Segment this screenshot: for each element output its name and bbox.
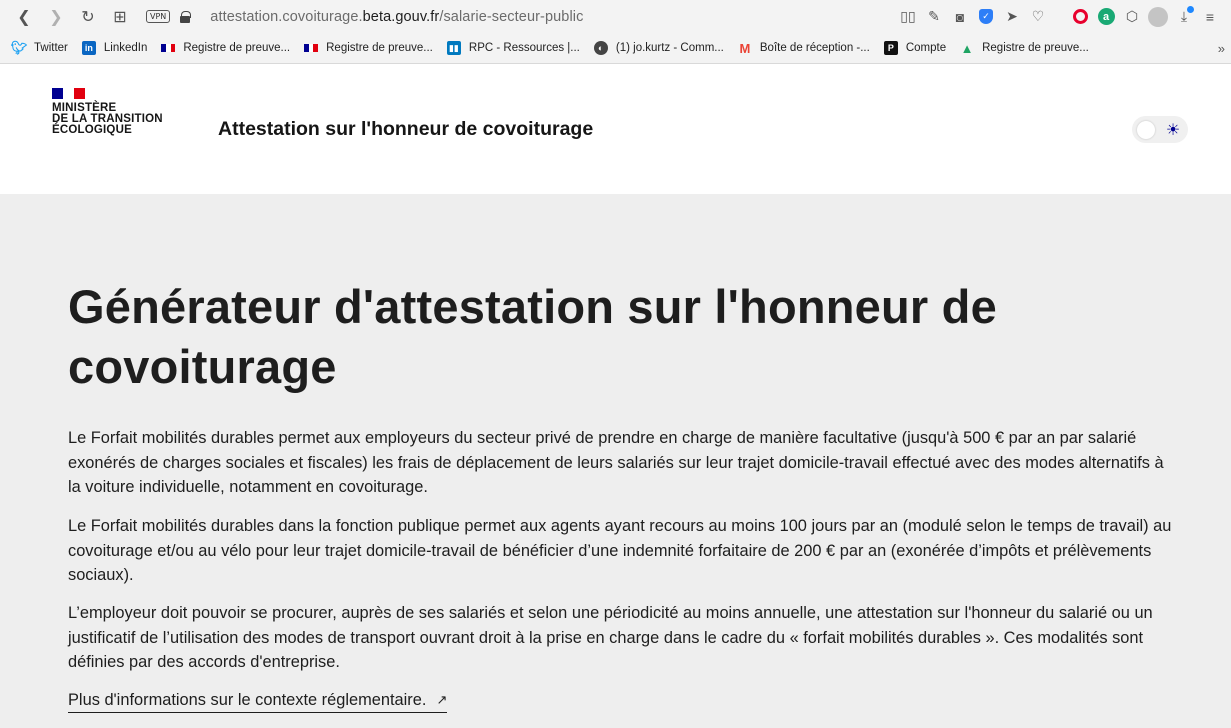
bookmark-compte[interactable] bbox=[884, 41, 946, 55]
bookmark-mastodon[interactable] bbox=[594, 41, 724, 55]
external-link-icon: ↗ bbox=[436, 692, 448, 707]
ministry-line: DE LA TRANSITION bbox=[52, 113, 163, 125]
vpn-badge[interactable]: VPN bbox=[146, 10, 170, 23]
bookmark-label: Registre de preuve... bbox=[326, 42, 433, 54]
mastodon-icon: ◐ bbox=[594, 41, 608, 55]
bookmark-gmail[interactable] bbox=[738, 41, 870, 55]
bookmark-registre-2[interactable] bbox=[304, 42, 433, 54]
site-header bbox=[0, 64, 1231, 193]
page-title: Générateur d'attestation sur l'honneur de covoiturage bbox=[68, 280, 997, 393]
link-label: Plus d'informations sur le contexte réglementaire. bbox=[68, 691, 427, 709]
main-content bbox=[0, 194, 1231, 728]
theme-toggle[interactable] bbox=[1132, 116, 1188, 143]
url-path: /salarie-secteur-public bbox=[439, 8, 584, 25]
lock-icon[interactable] bbox=[180, 11, 190, 23]
reload-icon[interactable]: ↻ bbox=[81, 8, 95, 26]
toolbar-actions bbox=[895, 0, 1223, 33]
bookmark-label: Boîte de réception -... bbox=[759, 42, 870, 54]
download-icon[interactable]: ⤓ bbox=[1171, 4, 1197, 30]
ministry-logo[interactable] bbox=[52, 88, 163, 136]
address-bar[interactable] bbox=[210, 9, 583, 25]
bookmark-registre-1[interactable] bbox=[161, 42, 290, 54]
p-icon: P bbox=[884, 41, 898, 55]
back-icon[interactable]: ❮ bbox=[17, 8, 31, 26]
cube-icon[interactable]: ⬡ bbox=[1125, 8, 1139, 24]
bookmark-label: (1) jo.kurtz - Comm... bbox=[615, 42, 724, 54]
service-title[interactable]: Attestation sur l'honneur de covoiturage bbox=[218, 118, 594, 140]
ministry-line: MINISTÈRE bbox=[52, 102, 117, 114]
regulatory-context-link[interactable] bbox=[68, 689, 447, 713]
extension-a-icon[interactable]: a bbox=[1093, 4, 1119, 30]
drive-icon: ▲ bbox=[960, 40, 974, 56]
gmail-icon: M bbox=[739, 40, 751, 56]
toggle-knob bbox=[1137, 121, 1155, 139]
fr-flag-icon bbox=[161, 44, 175, 52]
browser-toolbar bbox=[0, 0, 1231, 33]
menu-icon[interactable]: ≡ bbox=[1205, 8, 1215, 25]
bookmark-label: Registre de preuve... bbox=[982, 42, 1089, 54]
paragraph-employer: L’employeur doit pouvoir se procurer, auprès de ses salariés et selon une périodicité au moins annuelle, une attestation sur l'honneur du salarié ou un justificatif de l’utilisation des modes de transport ouvrant droit à la prise en charge dans le cadre du « forfait mobilités durables ». Ces modalités sont définies par des accords d'entreprise. bbox=[68, 604, 1153, 671]
bookmark-registre-3[interactable] bbox=[960, 41, 1089, 55]
twitter-icon: 🐦︎ bbox=[10, 40, 28, 55]
bookmark-linkedin[interactable] bbox=[82, 41, 147, 55]
ministry-line: ÉCOLOGIQUE bbox=[52, 124, 132, 136]
trello-icon: ▮▮ bbox=[447, 41, 461, 55]
sun-icon: ☀ bbox=[1165, 121, 1181, 139]
profile-avatar-icon[interactable] bbox=[1145, 4, 1171, 30]
ministry-name bbox=[52, 103, 163, 136]
edit-icon[interactable]: ✎ bbox=[928, 8, 940, 24]
bookmark-twitter[interactable] bbox=[12, 41, 68, 55]
bookmarks-overflow-icon[interactable]: » bbox=[1217, 40, 1225, 56]
paragraph-private-sector: Le Forfait mobilités durables permet aux employeurs du secteur privé de prendre en charge de manière facultative (jusqu'à 500 € par an par salarié exonérés de charges sociales et fiscales) les frais de déplacement de leurs salariés sur leur trajet domicile-travail effectué avec des modes alternatifs à la voiture individuelle, notamment en covoiturage. bbox=[68, 429, 1164, 496]
bookmark-label: Compte bbox=[905, 42, 947, 54]
paragraph-public-sector: Le Forfait mobilités durables dans la fonction publique permet aux agents ayant recours au moins 100 jours par an (modulé selon le temps de travail) au covoiturage et/ou au vélo pour leur trajet domicile-travail de bénéficier d’une indemnité forfaitaire de 200 € par an (exonérée d’impôts et prélèvements sociaux). bbox=[68, 517, 1172, 584]
camera-icon[interactable]: ◙ bbox=[955, 8, 965, 25]
bookmark-rpc[interactable] bbox=[447, 41, 580, 55]
send-icon[interactable]: ➤ bbox=[1006, 8, 1018, 24]
marianne-flag-icon bbox=[52, 88, 85, 99]
separator bbox=[1051, 4, 1067, 30]
fr-flag-icon bbox=[304, 44, 318, 52]
bookmarks-bar bbox=[0, 33, 1231, 64]
bookmark-label: LinkedIn bbox=[103, 42, 148, 54]
opera-icon[interactable] bbox=[1067, 4, 1093, 30]
url-prefix: attestation.covoiturage. bbox=[210, 8, 363, 25]
bookmark-label: Twitter bbox=[34, 42, 68, 54]
reader-view-icon[interactable]: ▯▯ bbox=[900, 8, 916, 24]
shield-extension-icon[interactable]: ✓ bbox=[973, 4, 999, 30]
forward-icon[interactable]: ❯ bbox=[49, 8, 63, 26]
bookmark-label: RPC - Ressources |... bbox=[468, 42, 580, 54]
heart-icon[interactable]: ♡ bbox=[1031, 8, 1045, 24]
bookmark-label: Registre de preuve... bbox=[183, 42, 291, 54]
linkedin-icon: in bbox=[82, 41, 96, 55]
url-domain: beta.gouv.fr bbox=[362, 8, 440, 25]
tabs-grid-icon[interactable]: ⊞ bbox=[113, 8, 127, 26]
